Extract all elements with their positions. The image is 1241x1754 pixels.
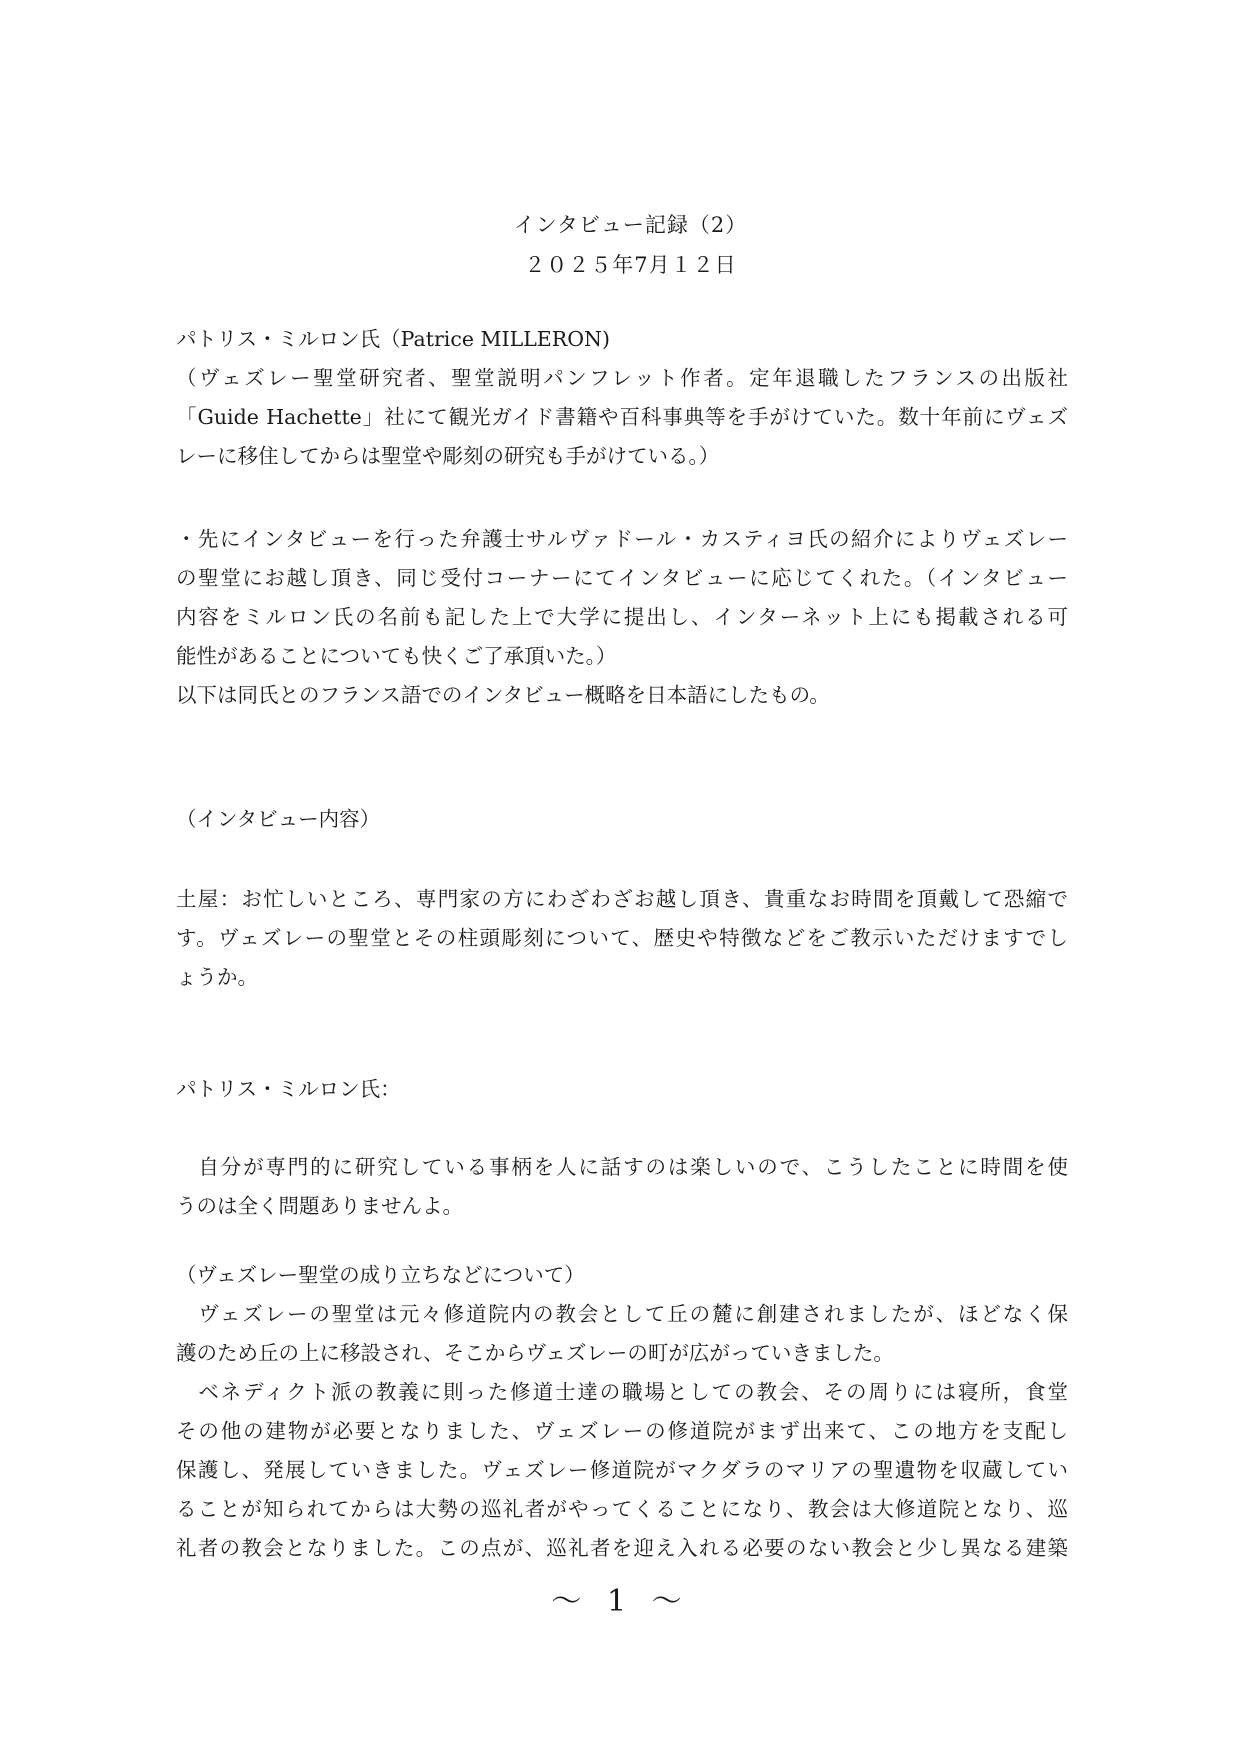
paragraph-line: 保護し、発展していきました。ヴェズレー修道院がマクダラのマリアの聖遺物を収蔵してい: [176, 1458, 1068, 1482]
paragraph-line: ヴェズレーの聖堂は元々修道院内の教会として丘の麓に創建されましたが、ほどなく保: [176, 1302, 1068, 1326]
interviewee-bio-line: （ヴェズレー聖堂研究者、聖堂説明パンフレット作者。定年退職したフランスの出版社: [176, 366, 1068, 390]
intro-line: ・先にインタビューを行った弁護士サルヴァドール・カスティヨ氏の紹介によりヴェズレー: [176, 527, 1068, 551]
intro-block: [176, 520, 1068, 715]
page-number: ～ 1 ～: [551, 1584, 690, 1619]
paragraph-line: ることが知られてからは大勢の巡礼者がやってくることになり、教会は大修道院となり、巡: [176, 1497, 1068, 1521]
title-block: [0, 205, 1241, 285]
section-heading: （インタビュー内容）: [176, 807, 381, 831]
intro-line: 能性があることについても快くご了承頂いた。）: [176, 644, 617, 668]
paragraph-line: ベネディクト派の教義に則った修道士達の職場としての教会、その周りには寝所，食堂: [176, 1380, 1068, 1404]
section-heading-block: [176, 800, 1068, 839]
paragraph-line: その他の建物が必要となりました、ヴェズレーの修道院がまず出来て、この地方を支配し: [176, 1419, 1068, 1443]
document-title: インタビュー記録（2）: [513, 213, 748, 237]
question-line: 土屋：お忙しいところ、専門家の方にわざわざお越し頂き、貴重なお時間を頂戴して恐縮で: [176, 887, 1068, 911]
interviewee-bio-line: レーに移住してからは聖堂や彫刻の研究も手がけている。）: [176, 444, 720, 468]
document-date: ２０２５年7月１２日: [524, 253, 737, 277]
history-section: [176, 1256, 1068, 1568]
answer-intro-line: 自分が専門的に研究している事柄を人に話すのは楽しいので、こうしたことに時間を使: [176, 1155, 1068, 1179]
interviewee-name: パトリス・ミルロン氏（Patrice MILLERON): [176, 327, 610, 351]
answer-speaker-block: [176, 1070, 1068, 1109]
paragraph-line: 礼者の教会となりました。この点が、巡礼者を迎え入れる必要のない教会と少し異なる建築: [176, 1536, 1068, 1560]
paragraph-line: 護のため丘の上に移設され、そこからヴェズレーの町が広がっていきました。: [176, 1341, 894, 1365]
interviewee-block: [176, 320, 1068, 476]
subheading: （ヴェズレー聖堂の成り立ちなどについて）: [176, 1263, 585, 1287]
question-block: [176, 880, 1068, 997]
question-line: す。ヴェズレーの聖堂とその柱頭彫刻について、歴史や特徴などをご教示いただけますでし: [176, 926, 1068, 950]
answer-intro-line: うのは全く問題ありませんよ。: [176, 1194, 463, 1218]
intro-summary: 以下は同氏とのフランス語でのインタビュー概略を日本語にしたもの。: [176, 683, 830, 707]
answer-intro-block: [176, 1148, 1068, 1226]
intro-line: 内容をミルロン氏の名前も記した上で大学に提出し、インターネット上にも掲載される可: [176, 605, 1068, 629]
intro-line: の聖堂にお越し頂き、同じ受付コーナーにてインタビューに応じてくれた。（インタビュー: [176, 566, 1068, 590]
answer-speaker: パトリス・ミルロン氏：: [176, 1077, 401, 1101]
question-line: ょうか。: [176, 965, 258, 989]
interviewee-bio-line: 「Guide Hachette」社にて観光ガイド書籍や百科事典等を手がけていた。数十年前にヴェズ: [176, 405, 1068, 429]
